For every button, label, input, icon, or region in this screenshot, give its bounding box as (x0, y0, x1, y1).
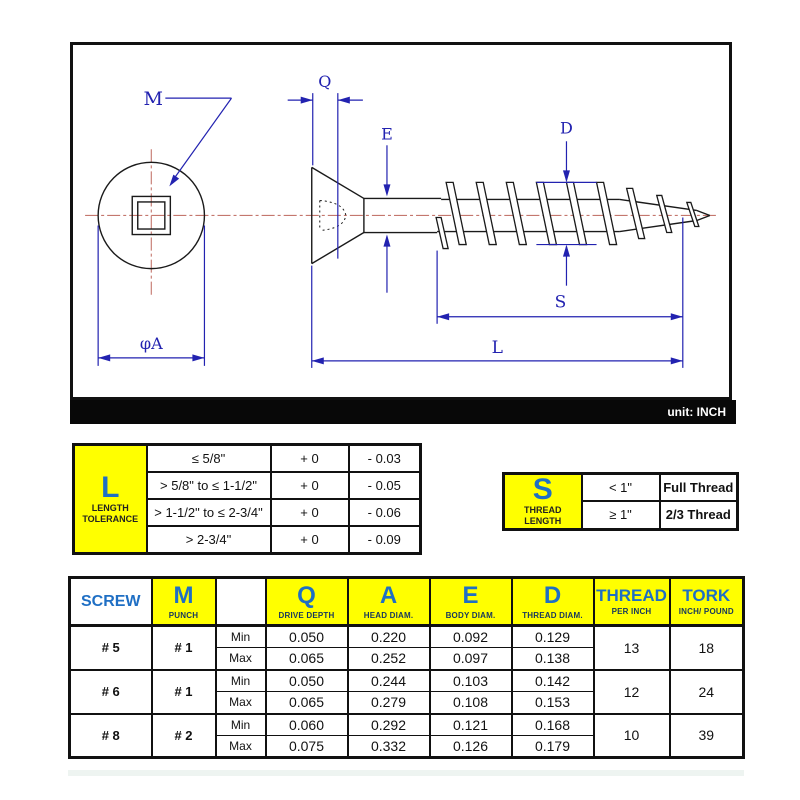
l-letter: L (101, 470, 120, 504)
table-cell: 24 (670, 670, 744, 714)
table-cell: + 0 (271, 445, 349, 473)
table-cell: - 0.05 (349, 472, 421, 499)
table-cell: 0.142 (512, 670, 594, 692)
dimension-label-s: S (554, 292, 567, 313)
table-cell: 0.121 (430, 714, 512, 736)
table-cell: 0.060 (266, 714, 348, 736)
table-cell: Min (216, 714, 266, 736)
table-cell: 0.092 (430, 626, 512, 648)
thread-blade (687, 202, 699, 226)
table-cell: 0.129 (512, 626, 594, 648)
unit-label: unit: INCH (667, 405, 726, 419)
thread-blade (446, 182, 466, 244)
length-tolerance-table (72, 443, 422, 555)
s-key-cell (504, 474, 582, 530)
table-cell: 0.244 (348, 670, 430, 692)
table-cell: + 0 (271, 526, 349, 554)
m-arrowhead (169, 175, 179, 187)
table-cell: Max (216, 692, 266, 714)
screw-technical-drawing (73, 45, 729, 397)
header-m-punch: M PUNCH (152, 578, 216, 626)
l-key-cell (74, 445, 147, 554)
phia-arrow-left (98, 354, 110, 361)
table-cell: # 2 (152, 714, 216, 758)
table-cell: > 2-3/4" (147, 526, 271, 554)
phia-arrow-right (192, 354, 204, 361)
header-d-thread-diam: D THREAD DIAM. (512, 578, 594, 626)
table-cell: 0.332 (348, 736, 430, 758)
table-cell: 0.153 (512, 692, 594, 714)
table-cell: 0.138 (512, 648, 594, 670)
s-arrow-left (437, 313, 449, 320)
dimension-label-e: E (381, 124, 393, 144)
table-cell: 0.050 (266, 670, 348, 692)
thread-blade (597, 182, 617, 244)
header-thread-per-inch: THREAD PER INCH (594, 578, 670, 626)
e-arrow-up (383, 235, 390, 247)
thread-blade (566, 182, 586, 244)
header-q-drive-depth: Q DRIVE DEPTH (266, 578, 348, 626)
table-cell: # 6 (70, 670, 152, 714)
table-cell: Full Thread (660, 474, 738, 502)
q-arrow-left (301, 97, 313, 104)
dimension-label-q: Q (318, 72, 332, 92)
table-cell: - 0.03 (349, 445, 421, 473)
m-leader-diagonal (171, 98, 231, 182)
thread-blade (436, 217, 448, 248)
table-cell: 0.103 (430, 670, 512, 692)
table-cell: Min (216, 626, 266, 648)
table-cell: ≥ 1" (582, 501, 660, 529)
table-cell: 18 (670, 626, 744, 670)
table-cell: - 0.06 (349, 499, 421, 526)
thread-blade (506, 182, 526, 244)
table-cell: - 0.09 (349, 526, 421, 554)
table-cell: > 5/8" to ≤ 1-1/2" (147, 472, 271, 499)
drawing-frame (70, 42, 732, 400)
table-cell: 2/3 Thread (660, 501, 738, 529)
s-title-line1: THREAD (524, 505, 562, 515)
table-cell: 0.097 (430, 648, 512, 670)
d-arrow-up (563, 245, 570, 257)
header-a-head-diam: A HEAD DIAM. (348, 578, 430, 626)
table-cell: 0.179 (512, 736, 594, 758)
table-cell: 0.108 (430, 692, 512, 714)
q-arrow-right (338, 97, 350, 104)
table-cell: 0.065 (266, 692, 348, 714)
s-letter: S (532, 473, 553, 506)
thread-blade (657, 195, 672, 232)
s-arrow-right (671, 313, 683, 320)
table-cell: < 1" (582, 474, 660, 502)
dimension-label-l: L (491, 337, 503, 358)
table-cell: Max (216, 736, 266, 758)
header-screw: SCREW (70, 578, 152, 626)
thread-blade (627, 188, 645, 238)
l-title-line1: LENGTH (91, 502, 129, 513)
table-cell: 13 (594, 626, 670, 670)
taper-bottom (620, 220, 697, 231)
table-cell: 0.050 (266, 626, 348, 648)
table-cell: ≤ 5/8" (147, 445, 271, 473)
table-cell: 0.065 (266, 648, 348, 670)
table-cell: + 0 (271, 499, 349, 526)
tip-top (697, 210, 710, 215)
l-title-line2: TOLERANCE (82, 514, 139, 524)
table-cell: # 1 (152, 626, 216, 670)
table-cell: 0.075 (266, 736, 348, 758)
thread-blade (536, 182, 556, 244)
table-cell: 0.292 (348, 714, 430, 736)
unit-bar (70, 400, 736, 424)
table-cell: 0.279 (348, 692, 430, 714)
table-cell: # 1 (152, 670, 216, 714)
table-cell: 0.252 (348, 648, 430, 670)
footer-strip (68, 770, 744, 776)
table-cell: # 5 (70, 626, 152, 670)
table-cell: 10 (594, 714, 670, 758)
screw-spec-table (68, 576, 745, 759)
header-blank (216, 578, 266, 626)
dimension-label-m: M (143, 88, 164, 111)
header-e-body-diam: E BODY DIAM. (430, 578, 512, 626)
thread-blade (476, 182, 496, 244)
tip-bottom (697, 215, 710, 220)
l-arrow-right (671, 357, 683, 364)
thread-length-table (502, 472, 739, 531)
table-cell: 39 (670, 714, 744, 758)
d-arrow-down (563, 170, 570, 182)
table-cell: > 1-1/2" to ≤ 2-3/4" (147, 499, 271, 526)
table-cell: 0.168 (512, 714, 594, 736)
table-cell: 12 (594, 670, 670, 714)
e-arrow-down (383, 184, 390, 196)
table-cell: + 0 (271, 472, 349, 499)
table-cell: Max (216, 648, 266, 670)
header-tork: TORK INCH/ POUND (670, 578, 744, 626)
table-cell: # 8 (70, 714, 152, 758)
dimension-label-phia: φA (139, 333, 163, 353)
l-arrow-left (312, 357, 324, 364)
table-cell: Min (216, 670, 266, 692)
table-cell: 0.126 (430, 736, 512, 758)
s-title-line2: LENGTH (524, 516, 562, 527)
dimension-label-d: D (560, 118, 573, 138)
table-cell: 0.220 (348, 626, 430, 648)
